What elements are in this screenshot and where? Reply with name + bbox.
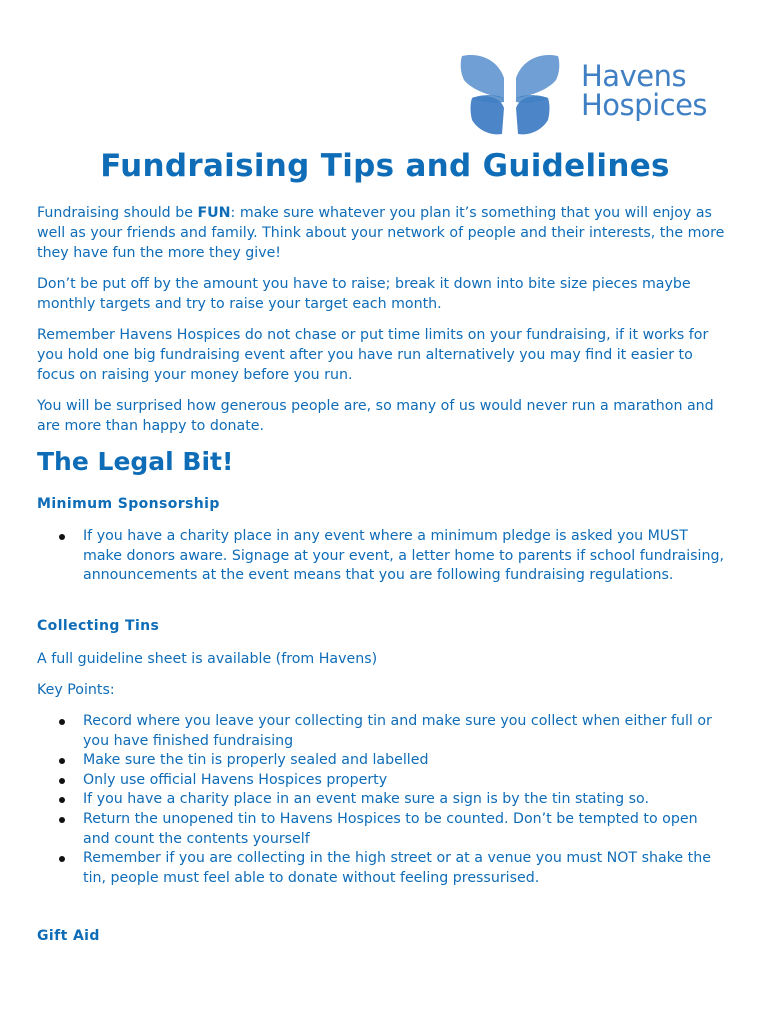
intro-p1-start: Fundraising should be <box>37 205 198 221</box>
bullet-icon <box>59 856 65 862</box>
butterfly-logo-icon <box>460 50 560 138</box>
list-item-text: If you have a charity place in an event make sure a sign is by the tin stating so. <box>83 791 649 808</box>
list-item-text: Record where you leave your collecting tin and make sure you collect when either full or you have finished fundraising <box>83 713 712 749</box>
list-item <box>37 790 727 810</box>
min-sponsorship-heading: Minimum Sponsorship <box>37 496 220 512</box>
logo-wordmark <box>581 59 708 122</box>
list-item <box>37 712 727 751</box>
bullet-icon <box>59 817 65 823</box>
gift-aid-heading: Gift Aid <box>37 928 100 944</box>
min-sponsorship-list <box>37 527 727 586</box>
list-item-text: If you have a charity place in any event where a minimum pledge is asked you MUST make donors aware. Signage at your event, a letter home to parents if school fundraising, announcements at the event means that you are following fundraising regulations. <box>83 528 724 584</box>
bullet-icon <box>59 797 65 803</box>
bullet-icon <box>59 534 65 540</box>
intro-paragraph-2: Don’t be put off by the amount you have to raise; break it down into bite size pieces maybe monthly targets and try to raise your target each month. <box>37 276 691 312</box>
key-points-label: Key Points: <box>37 682 115 698</box>
legal-heading: The Legal Bit! <box>37 447 234 476</box>
logo-line-2: Hospices <box>581 88 708 122</box>
list-item-text: Make sure the tin is properly sealed and labelled <box>83 752 429 769</box>
intro-p1-rest: : make sure whatever you plan it’s something that you will enjoy as well as your friends and family. Think about your network of people and their interests, the more they have fun the more they give! <box>37 205 725 261</box>
intro-paragraph-1 <box>37 203 727 263</box>
collecting-tins-heading: Collecting Tins <box>37 618 160 634</box>
intro-paragraph-4: You will be surprised how generous people are, so many of us would never run a marathon and are more than happy to donate. <box>37 398 714 434</box>
guideline-sheet-note: A full guideline sheet is available (from Havens) <box>37 651 378 667</box>
intro-paragraph-3: Remember Havens Hospices do not chase or put time limits on your fundraising, if it works for you hold one big fundraising event after you have run alternatively you may find it easier to focus on raising your money before you run. <box>37 327 709 383</box>
list-item-text: Return the unopened tin to Havens Hospices to be counted. Don’t be tempted to open and count the contents yourself <box>83 810 698 847</box>
collecting-tins-list <box>37 712 727 888</box>
bullet-icon <box>59 719 65 725</box>
list-item <box>37 771 727 791</box>
list-item <box>37 849 727 888</box>
list-item-text: Remember if you are collecting in the high street or at a venue you must NOT shake the tin, people must feel able to donate without feeling pressurised. <box>83 850 711 886</box>
havens-hospices-logo <box>460 50 750 138</box>
bullet-icon <box>59 778 65 784</box>
list-item <box>37 751 727 771</box>
page-title: Fundraising Tips and Guidelines <box>100 148 670 184</box>
list-item <box>37 527 727 586</box>
intro-p1-emphasis: FUN <box>197 205 231 221</box>
logo-line-1: Havens <box>581 59 687 93</box>
bullet-icon <box>59 758 65 764</box>
list-item <box>37 810 727 849</box>
list-item-text: Only use official Havens Hospices property <box>83 771 388 788</box>
